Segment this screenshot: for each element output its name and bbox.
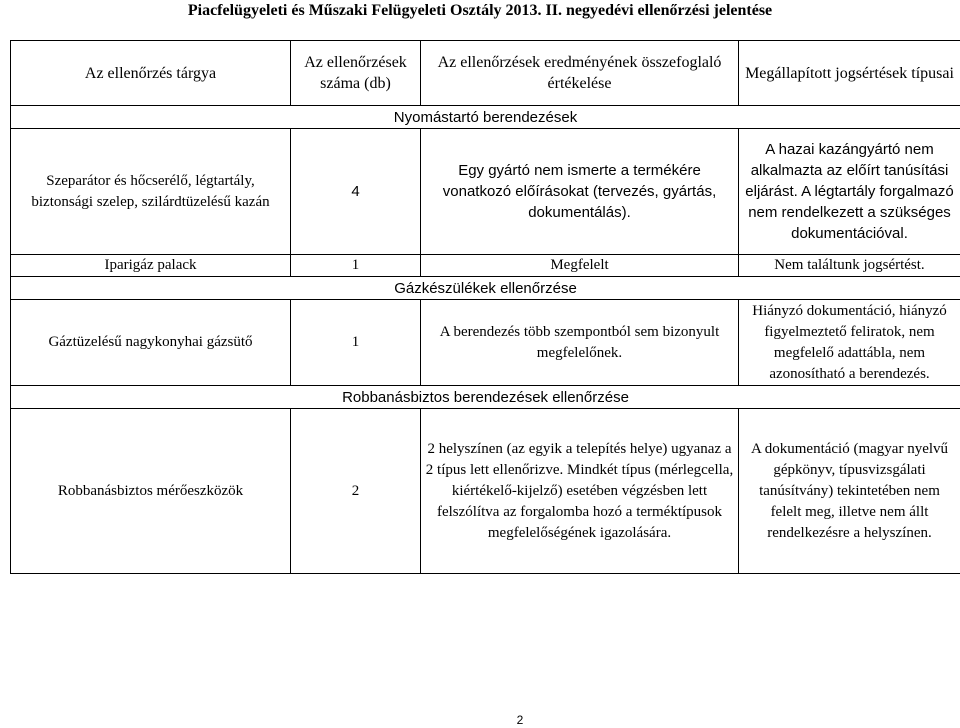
cell-violations: A hazai kazángyártó nem alkalmazta az előírt tanúsítási eljárást. A légtartály forgalmazó nem rendelkezett a szükséges dokumentációval. [739,129,960,255]
section-title-gas: Gázkészülékek ellenőrzése [11,277,960,300]
section-header-row [11,106,960,129]
report-table [10,40,960,574]
cell-subject: Iparigáz palack [11,255,291,277]
cell-summary: 2 helyszínen (az egyik a telepítés helye) ugyanaz a 2 típus lett ellenőrizve. Mindkét típus (mérlegcella, kiértékelő-kijelző) esetében végzésben lett felszólítva az forgalomba hozó a terméktípusok megfelelőségének igazolására. [421,409,739,574]
header-violations: Megállapított jogsértések típusai [739,41,960,106]
table-header-row [11,41,960,106]
page-title: Piacfelügyeleti és Műszaki Felügyeleti Osztály 2013. II. negyedévi ellenőrzési jelentése [187,2,773,19]
cell-subject: Gáztüzelésű nagykonyhai gázsütő [11,300,291,386]
cell-count: 1 [291,255,421,277]
cell-subject: Szeparátor és hőcserélő, légtartály, biztonsági szelep, szilárdtüzelésű kazán [11,129,291,255]
cell-summary: Egy gyártó nem ismerte a termékére vonatkozó előírásokat (tervezés, gyártás, dokumentálás). [421,129,739,255]
cell-count: 1 [291,300,421,386]
cell-count: 2 [291,409,421,574]
cell-summary: Megfelelt [421,255,739,277]
section-title-explosion: Robbanásbiztos berendezések ellenőrzése [11,386,960,409]
cell-violations: Hiányzó dokumentáció, hiányzó figyelmeztető feliratok, nem megfelelő adattábla, nem azonosítható a berendezés. [739,300,960,386]
page-number: 2 [516,713,524,727]
cell-violations: A dokumentáció (magyar nyelvű gépkönyv, típusvizsgálati tanúsítvány) tekintetében nem felelt meg, illetve nem állt rendelkezésre a helyszínen. [739,409,960,574]
table-row [11,409,960,574]
header-summary: Az ellenőrzések eredményének összefoglaló értékelése [421,41,739,106]
cell-subject: Robbanásbiztos mérőeszközök [11,409,291,574]
table-row [11,300,960,386]
cell-violations: Nem találtunk jogsértést. [739,255,960,277]
table-row [11,129,960,255]
header-subject: Az ellenőrzés tárgya [11,41,291,106]
section-title-pressure: Nyomástartó berendezések [11,106,960,129]
header-count: Az ellenőrzések száma (db) [291,41,421,106]
table-row [11,255,960,277]
section-header-row [11,277,960,300]
cell-count: 4 [291,129,421,255]
cell-summary: A berendezés több szempontból sem bizonyult megfelelőnek. [421,300,739,386]
section-header-row [11,386,960,409]
